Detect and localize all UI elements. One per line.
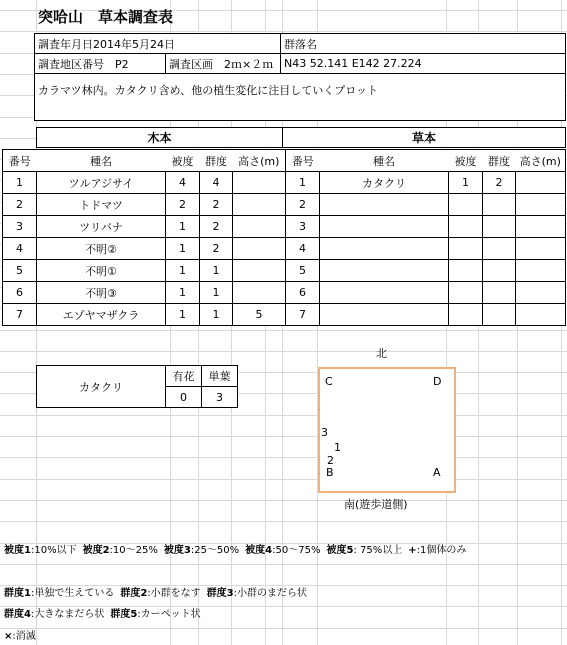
grid-line (0, 330, 567, 331)
survey-date: 調査年月日2014年5月24日 (35, 34, 281, 54)
marker-3: 3 (321, 426, 328, 439)
grid-line (0, 351, 567, 352)
table-row (3, 260, 566, 282)
header-cover: 被度 (166, 150, 200, 172)
tree-cell-species: トドマツ (37, 194, 166, 216)
site-number: 調査地区番号 P2 (35, 54, 166, 74)
legend-desc: :10%以下 (30, 545, 77, 556)
tree-cell-soc: 2 (200, 194, 233, 216)
herb-cell-cover (449, 282, 483, 304)
herb-header-cover: 被度 (449, 150, 483, 172)
tree-cell-soc: 2 (200, 238, 233, 260)
herb-header-species: 種名 (320, 150, 449, 172)
legend-desc: :小群をなす (147, 588, 201, 599)
sociability-legend-2 (4, 605, 207, 620)
legend-desc: :大きなまだら状 (30, 609, 105, 620)
tree-cell-no: 3 (3, 216, 37, 238)
legend-key: 群度4 (4, 609, 31, 620)
tree-cell-height (233, 282, 286, 304)
tree-cell-species: エゾヤマザクラ (37, 304, 166, 326)
tree-cell-no: 6 (3, 282, 37, 304)
corner-d: D (433, 375, 442, 388)
tree-cell-soc: 2 (200, 216, 233, 238)
table-row (3, 282, 566, 304)
cover-legend (4, 541, 472, 556)
herb-section-title: 草本 (283, 128, 566, 148)
grid-line (0, 436, 567, 437)
herb-header-height: 高さ(m) (516, 150, 566, 172)
tree-cell-height: 5 (233, 304, 286, 326)
tree-cell-cover: 1 (166, 216, 200, 238)
marker-2: 2 (327, 454, 334, 467)
grid-line (0, 31, 567, 32)
tree-cell-height (233, 172, 286, 194)
grid-line (0, 521, 567, 522)
plot-size: 調査区画 2ｍ×２ｍ (166, 54, 281, 74)
herb-cell-height (516, 172, 566, 194)
species-table (2, 149, 566, 326)
herb-cell-species: カタクリ (320, 172, 449, 194)
legend-key: 被度5 (326, 545, 354, 556)
grid-line (0, 415, 567, 416)
herb-cell-soc (483, 216, 516, 238)
tree-cell-species: 不明② (37, 238, 166, 260)
herb-header-sociability: 群度 (483, 150, 516, 172)
tree-cell-height (233, 260, 286, 282)
herb-cell-height (516, 304, 566, 326)
herb-cell-no: 2 (286, 194, 320, 216)
table-row (3, 172, 566, 194)
south-label: 南(遊歩道側) (344, 498, 408, 511)
site-note: カラマツ林内。カタクリ含め、他の植生変化に注目していくプロット (35, 74, 566, 121)
marker-1: 1 (334, 441, 341, 454)
extinct-key: × (4, 631, 13, 642)
tree-cell-no: 1 (3, 172, 37, 194)
tree-cell-cover: 1 (166, 238, 200, 260)
herb-cell-soc (483, 304, 516, 326)
herb-cell-cover: 1 (449, 172, 483, 194)
legend-key: 被度1 (4, 545, 31, 556)
grid-line (0, 564, 567, 565)
table-row (3, 194, 566, 216)
table-row (3, 216, 566, 238)
grid-line (0, 457, 567, 458)
herb-cell-species (320, 282, 449, 304)
herb-cell-species (320, 260, 449, 282)
community-name: 群落名 (281, 34, 566, 54)
legend-desc: :小群のまだら状 (233, 588, 308, 599)
tree-cell-cover: 1 (166, 260, 200, 282)
legend-desc: :25～50% (190, 545, 240, 556)
herb-cell-species (320, 216, 449, 238)
gps-coordinates: N43 52.141 E142 27.224 (281, 54, 566, 74)
grid-line (0, 500, 567, 501)
header-no: 番号 (3, 150, 37, 172)
herb-cell-no: 1 (286, 172, 320, 194)
corner-a: A (433, 466, 441, 479)
herb-cell-species (320, 304, 449, 326)
legend-desc: :10～25% (109, 545, 158, 556)
tree-cell-soc: 1 (200, 282, 233, 304)
herb-cell-soc (483, 282, 516, 304)
tree-cell-species: ツリバナ (37, 216, 166, 238)
tree-cell-soc: 1 (200, 304, 233, 326)
legend-key: + (408, 545, 417, 556)
tree-cell-cover: 2 (166, 194, 200, 216)
legend-key: 群度1 (4, 588, 31, 599)
herb-cell-no: 3 (286, 216, 320, 238)
herb-cell-soc (483, 238, 516, 260)
flowering-count: 0 (166, 387, 202, 408)
tree-cell-no: 4 (3, 238, 37, 260)
tree-cell-cover: 4 (166, 172, 200, 194)
header-info-table (34, 33, 566, 121)
herb-cell-cover (449, 238, 483, 260)
corner-b: B (326, 466, 334, 479)
corner-c: C (325, 375, 333, 388)
herb-cell-height (516, 194, 566, 216)
legend-desc: : 75%以上 (353, 545, 403, 556)
header-sociability: 群度 (200, 150, 233, 172)
legend-desc: :50～75% (272, 545, 321, 556)
tree-cell-species: 不明① (37, 260, 166, 282)
tree-cell-height (233, 238, 286, 260)
extinct-legend (4, 627, 36, 642)
legend-key: 群度3 (206, 588, 234, 599)
table-row (3, 304, 566, 326)
flowering-header: 有花 (166, 366, 202, 387)
herb-cell-cover (449, 194, 483, 216)
section-titles (36, 127, 566, 148)
header-height: 高さ(m) (233, 150, 286, 172)
legend-key: 被度2 (82, 545, 110, 556)
table-header-row (3, 150, 566, 172)
herb-cell-height (516, 282, 566, 304)
herb-cell-no: 5 (286, 260, 320, 282)
katakuri-count-table (36, 365, 238, 408)
legend-key: 被度3 (163, 545, 191, 556)
single-leaf-count: 3 (202, 387, 238, 408)
tree-cell-soc: 1 (200, 260, 233, 282)
tree-cell-no: 2 (3, 194, 37, 216)
herb-cell-height (516, 260, 566, 282)
herb-header-no: 番号 (286, 150, 320, 172)
tree-cell-no: 5 (3, 260, 37, 282)
grid-line (0, 628, 567, 629)
legend-key: 被度4 (245, 545, 273, 556)
herb-cell-cover (449, 304, 483, 326)
herb-cell-species (320, 238, 449, 260)
herb-cell-no: 4 (286, 238, 320, 260)
page-title: 突哈山 草本調査表 (38, 8, 174, 26)
herb-cell-cover (449, 260, 483, 282)
tree-cell-species: 不明③ (37, 282, 166, 304)
herb-cell-soc (483, 260, 516, 282)
tree-cell-height (233, 194, 286, 216)
legend-desc: :1個体のみ (416, 545, 467, 556)
herb-cell-height (516, 216, 566, 238)
herb-cell-species (320, 194, 449, 216)
herb-cell-soc (483, 194, 516, 216)
tree-cell-species: ツルアジサイ (37, 172, 166, 194)
katakuri-label: カタクリ (37, 366, 166, 408)
tree-section-title: 木本 (37, 128, 283, 148)
tree-cell-cover: 1 (166, 282, 200, 304)
legend-desc: :カーペット状 (137, 609, 201, 620)
tree-cell-no: 7 (3, 304, 37, 326)
table-row (3, 238, 566, 260)
north-label: 北 (376, 347, 387, 360)
tree-cell-height (233, 216, 286, 238)
herb-cell-soc: 2 (483, 172, 516, 194)
tree-cell-cover: 1 (166, 304, 200, 326)
legend-desc: :単独で生えている (30, 588, 115, 599)
tree-cell-soc: 4 (200, 172, 233, 194)
legend-key: 群度2 (120, 588, 148, 599)
grid-line (0, 479, 567, 480)
sociability-legend-1 (4, 584, 313, 599)
legend-key: 群度5 (110, 609, 138, 620)
herb-cell-cover (449, 216, 483, 238)
herb-cell-no: 6 (286, 282, 320, 304)
extinct-desc: :消滅 (12, 631, 36, 642)
herb-cell-height (516, 238, 566, 260)
header-species: 種名 (37, 150, 166, 172)
herb-cell-no: 7 (286, 304, 320, 326)
single-leaf-header: 単葉 (202, 366, 238, 387)
